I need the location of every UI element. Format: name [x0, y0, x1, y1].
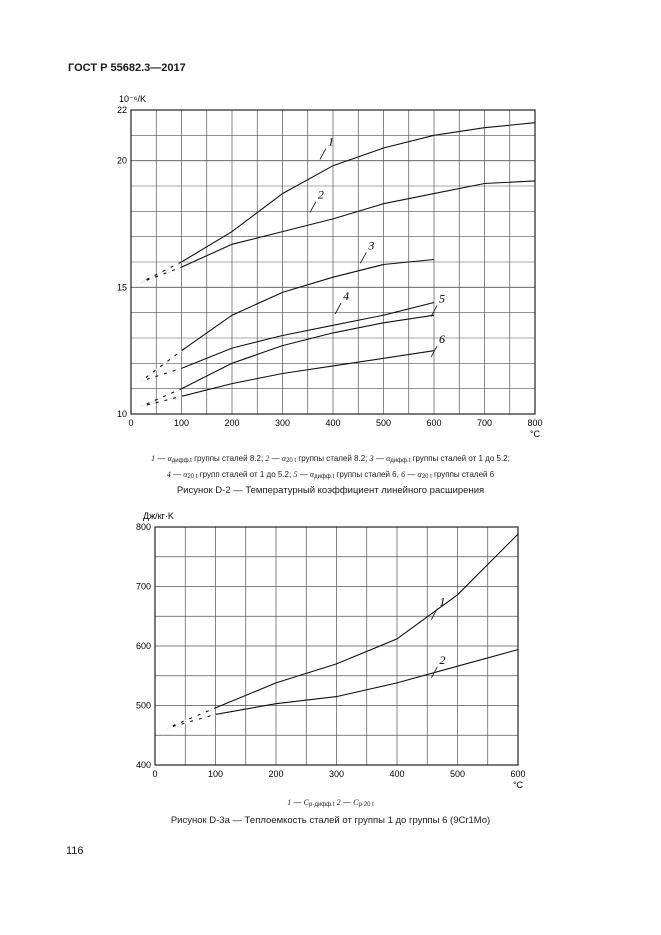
- chart1-label-leader: [320, 148, 326, 159]
- chart1-curve-label: 6: [439, 332, 446, 347]
- legend-item: 5 — $\alpha_{дифф.t}$ группы сталей 6,: [293, 470, 399, 480]
- chart2-xtick-label: 400: [389, 769, 405, 779]
- chart1-ytick-label: 20: [116, 155, 127, 166]
- chart1-xtick-label: 400: [325, 418, 341, 428]
- chart1-curve-label: 5: [439, 291, 446, 306]
- chart1-label-leader: [310, 202, 316, 213]
- chart1-xtick-label: 0: [128, 418, 134, 428]
- chart1-label-leader: [335, 303, 341, 314]
- chart1-ytick-label: 22: [116, 105, 127, 115]
- chart1-xtick-label: 200: [224, 418, 240, 428]
- chart1-xtick-label: 100: [173, 418, 190, 428]
- chart2-ytick-label: 700: [135, 581, 151, 592]
- chart1-ytick-label: 10: [116, 409, 127, 419]
- figure2-legend: [0, 796, 661, 812]
- chart1-curve-label: 2: [317, 187, 324, 202]
- chart1-xtick-label: 800: [527, 418, 543, 428]
- chart1-series-5-line: [141, 315, 434, 406]
- legend-item: 1 — $C_{p\cdot дифф.t}$: [287, 798, 335, 808]
- chart1-series-4-line: [141, 303, 434, 382]
- chart1-xtick-label: 600: [426, 418, 442, 428]
- chart1-curve-label: 4: [343, 289, 350, 303]
- chart1-label-leader: [360, 252, 366, 263]
- figure1-legend: [0, 452, 661, 484]
- chart2-ytick-label: 800: [135, 522, 151, 532]
- chart2-y-unit: Дж/кг·K: [143, 511, 174, 521]
- legend-item: 3 — $\alpha_{дифф.t}$ группы сталей от 1 до 5.2;: [369, 454, 510, 464]
- chart2-ytick-label: 500: [135, 700, 151, 711]
- legend-item: 2 — $C_{p\cdot 20 t}$: [336, 798, 374, 808]
- chart2-series-1-line: [167, 534, 518, 728]
- chart2-curve-label: 1: [439, 594, 446, 609]
- chart2-xtick-label: 600: [510, 769, 526, 779]
- legend-item: 1 — $\alpha_{дифф.t}$ группы сталей 8.2;: [151, 454, 264, 464]
- chart1-series-2-line: [141, 181, 535, 282]
- chart2-curve-label: 2: [439, 652, 446, 667]
- chart1-y-unit: 10⁻⁶/K: [119, 94, 146, 104]
- legend-item: 6 — $\alpha_{20 t}$ группы сталей 6: [401, 470, 495, 480]
- legend-item: 4 — $\alpha_{20 t}$ групп сталей от 1 до 5.2;: [166, 470, 292, 480]
- chart2-ytick-label: 400: [135, 760, 151, 770]
- document-header: ГОСТ Р 55682.3—2017: [68, 62, 186, 74]
- chart1-curve-label: 3: [368, 238, 375, 253]
- page-number: 116: [66, 845, 84, 857]
- chart1-xtick-label: 700: [476, 418, 493, 428]
- chart2-xtick-label: 0: [152, 769, 158, 779]
- chart1-xtick-label: 300: [274, 418, 291, 428]
- chart1-xtick-label: 500: [375, 418, 392, 428]
- chart1-series-3-line: [141, 260, 434, 382]
- figure1-caption: Рисунок D-2 — Температурный коэффициент линейного расширения: [176, 485, 485, 496]
- chart1-x-unit: °C: [529, 429, 541, 439]
- chart1-curve-label: 1: [327, 134, 334, 149]
- chart2-label-leader: [431, 609, 437, 620]
- legend-item: 2 — $\alpha_{20 t}$ группы сталей 8.2;: [265, 454, 368, 464]
- chart2-xtick-label: 200: [268, 769, 284, 779]
- figure2-caption: Рисунок D-3а — Теплоемкость сталей от группы 1 до группы 6 (9Cr1Mo): [170, 815, 491, 826]
- chart1-ytick-label: 15: [116, 282, 127, 293]
- chart1-series-6-line: [141, 351, 434, 407]
- chart2-ytick-label: 600: [135, 641, 151, 651]
- chart2-xtick-label: 500: [449, 769, 466, 779]
- chart2-xtick-label: 300: [328, 769, 345, 779]
- chart2-x-unit: °C: [512, 780, 524, 790]
- chart2-xtick-label: 100: [207, 769, 224, 779]
